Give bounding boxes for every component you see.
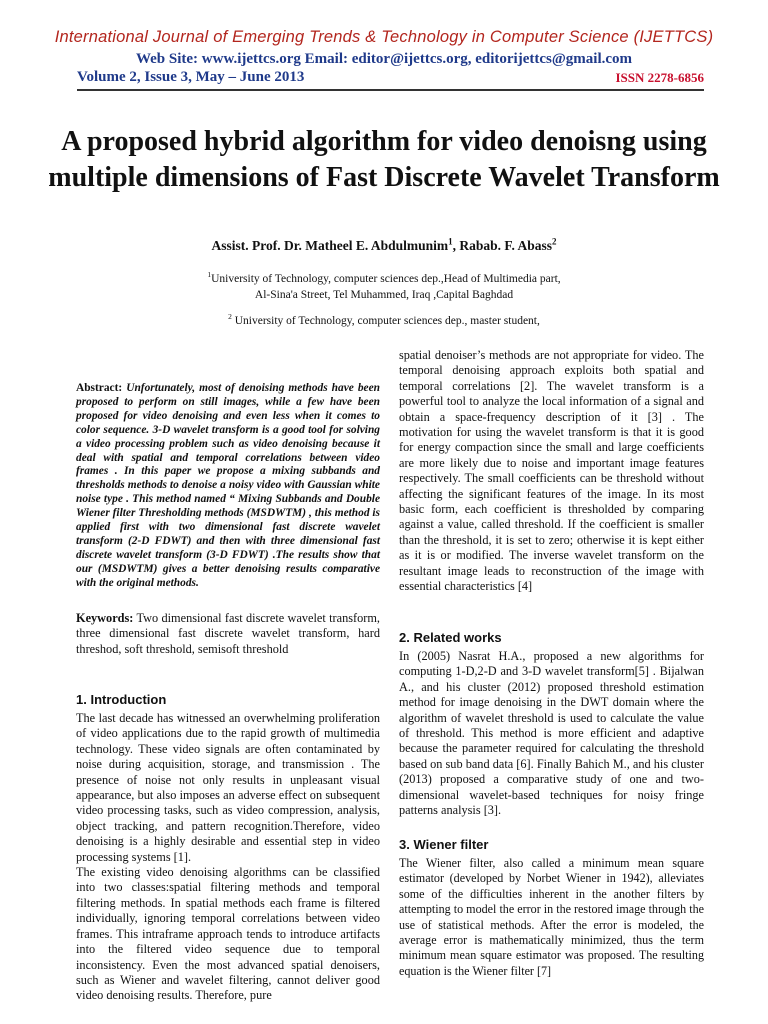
affiliation-1-line1: University of Technology, computer sciences dep.,Head of Multimedia part, bbox=[211, 273, 561, 285]
header-divider bbox=[77, 89, 704, 91]
related-works-body bbox=[399, 649, 704, 818]
author-2-affil-mark: 2 bbox=[551, 236, 557, 247]
volume-issue: Volume 2, Issue 3, May – June 2013 bbox=[77, 69, 305, 85]
introduction-continuation-text: spatial denoiser’s methods are not appropriate for video. The temporal denoising approach exploits both spatial and temporal correlations [2]. The wavelet transform is a powerful tool to analyze the local information of a signal and obtain a space-frequency description of it [3] . The motivation for using the wavelet transform is that it is good for energy compaction since the small and large coefficients are more likely due to noise and important image features respectively. The small coefficients can be threshold without affecting the significant features of the image. In its most basic form, each coefficient is thresholded by comparing against a value, called threshold. If the coefficient is smaller than the threshold, it is set to zero; otherwise it is kept either as it is or modified. The inverse wavelet transform on the resultant image leads to reconstruction of the image with essential characteristics [4] bbox=[399, 348, 704, 594]
wiener-body bbox=[399, 856, 704, 979]
abstract-text: Unfortunately, most of denoising methods have been proposed to perform on still images, while a few have been proposed for video denoising and even less when it comes to color sequence. 3-D wavelet transform is a good tool for solving a video processing problem such as video denoising because it deal with spatial and temporal correlations between video frames . In this paper we propose a mixing subbands and thresholds methods to denoise a noisy video with Gaussian white noise type . This method named “ Mixing Subbands and Double Wiener filter Thresholding methods (MSDWTM) , this method is applied first with two dimensional fast discrete wavelet transform (2-D FDWT) and then with three dimensional fast discrete wavelet transform (3-D FDWT) .The results show that our (MSDWTM) gives a better denoising results comparative with the original methods. bbox=[76, 382, 380, 589]
author-separator: , bbox=[452, 238, 460, 253]
author-1: Assist. Prof. Dr. Matheel E. Abdulmunim bbox=[211, 238, 449, 253]
abstract-label: Abstract: bbox=[76, 382, 123, 394]
introduction-heading: 1. Introduction bbox=[76, 692, 167, 707]
author-1-affil-mark: 1 bbox=[448, 236, 453, 247]
wiener-text: The Wiener filter, also called a minimum mean square estimator (developed by Norbet Wiener in 1942), alleviates some of the difficulties inherent in the another filters by attempting to model the error in the restored image through the use of statistical methods. After the error is modeled, the average error is mathematically minimized, thus the term minimum mean square estimator was proposed. The resulting equation is the Wiener filter [7] bbox=[399, 856, 704, 978]
keywords-label: Keywords: bbox=[76, 611, 134, 625]
paper-title: A proposed hybrid algorithm for video denoisng using multiple dimensions of Fast Discrete Wavelet Transform bbox=[48, 126, 720, 193]
introduction-heading-wrap bbox=[76, 692, 380, 707]
introduction-body bbox=[76, 711, 380, 1004]
author-2: Rabab. F. Abass bbox=[459, 238, 552, 253]
issn: ISSN 2278-6856 bbox=[615, 70, 704, 85]
authors bbox=[0, 238, 768, 254]
wiener-heading-wrap bbox=[399, 837, 704, 852]
journal-title: International Journal of Emerging Trends & Technology in Computer Science (IJETTCS) bbox=[54, 28, 714, 46]
introduction-paragraph-1: The last decade has witnessed an overwhelming proliferation of video applications due to the rapid growth of multimedia technology. These video signals are often contaminated by noise during acquisition, storage, and transmission . The presence of noise not only results in unpleasant visual appearance, but also imposes an adverse effect on subsequent video processing tasks, such as video compression, analysis, object tracking, and pattern recognition.Therefore, video denoising is a highly desirable and essential step in video processing systems [1]. bbox=[76, 711, 380, 864]
journal-website: Web Site: www.ijettcs.org Email: editor@ijettcs.org, editorijettcs@gmail.com bbox=[135, 51, 633, 67]
introduction-continuation bbox=[399, 348, 704, 595]
affiliation-1-mark: 1 bbox=[207, 270, 212, 280]
related-works-heading-wrap bbox=[399, 630, 704, 645]
keywords bbox=[76, 611, 380, 657]
abstract bbox=[76, 382, 380, 591]
affiliation-2-text: University of Technology, computer sciences dep., master student, bbox=[231, 315, 540, 327]
affiliation-1 bbox=[0, 271, 768, 303]
wiener-heading: 3. Wiener filter bbox=[399, 837, 489, 852]
keywords-text: Two dimensional fast discrete wavelet transform, three dimensional fast discrete wavelet transform, hard threshod, soft threshold, semisoft threshold bbox=[76, 611, 380, 656]
affiliation-2-mark: 2 bbox=[228, 312, 232, 322]
related-works-heading: 2. Related works bbox=[399, 630, 502, 645]
affiliation-1-line2: Al-Sina'a Street, Tel Muhammed, Iraq ,Capital Baghdad bbox=[254, 289, 514, 301]
affiliation-2 bbox=[0, 312, 768, 327]
introduction-paragraph-2: The existing video denoising algorithms can be classified into two classes:spatial filtering methods and temporal filtering methods. In spatial methods each frame is filtered individually, ignoring temporal correlations between video frames. This intraframe approach tends to introduce artifacts into the filtered video sequence due to temporal inconsistency. Even the most advanced spatial denoisers, such as Wiener and wavelet filtering, cannot deliver good video denoising results. Therefore, pure bbox=[76, 865, 380, 1003]
related-works-text: In (2005) Nasrat H.A., proposed a new algorithms for computing 1-D,2-D and 3-D wavelet transform[5] . Bijalwan A., and his cluster (2012) proposed threshold estimation method for image denoising in the DWT domain where the algorithm of wavelet threshold is used to calculate the value of threshold. This method is more efficient and adaptive because the parameter required for calculating the threshold based on sub band data [6]. Finally Bahich M., and his cluster (2013) proposed a comparative study of one and two-dimensional wavelet-based techniques for noisy fringe patterns analysis [3]. bbox=[399, 649, 704, 818]
